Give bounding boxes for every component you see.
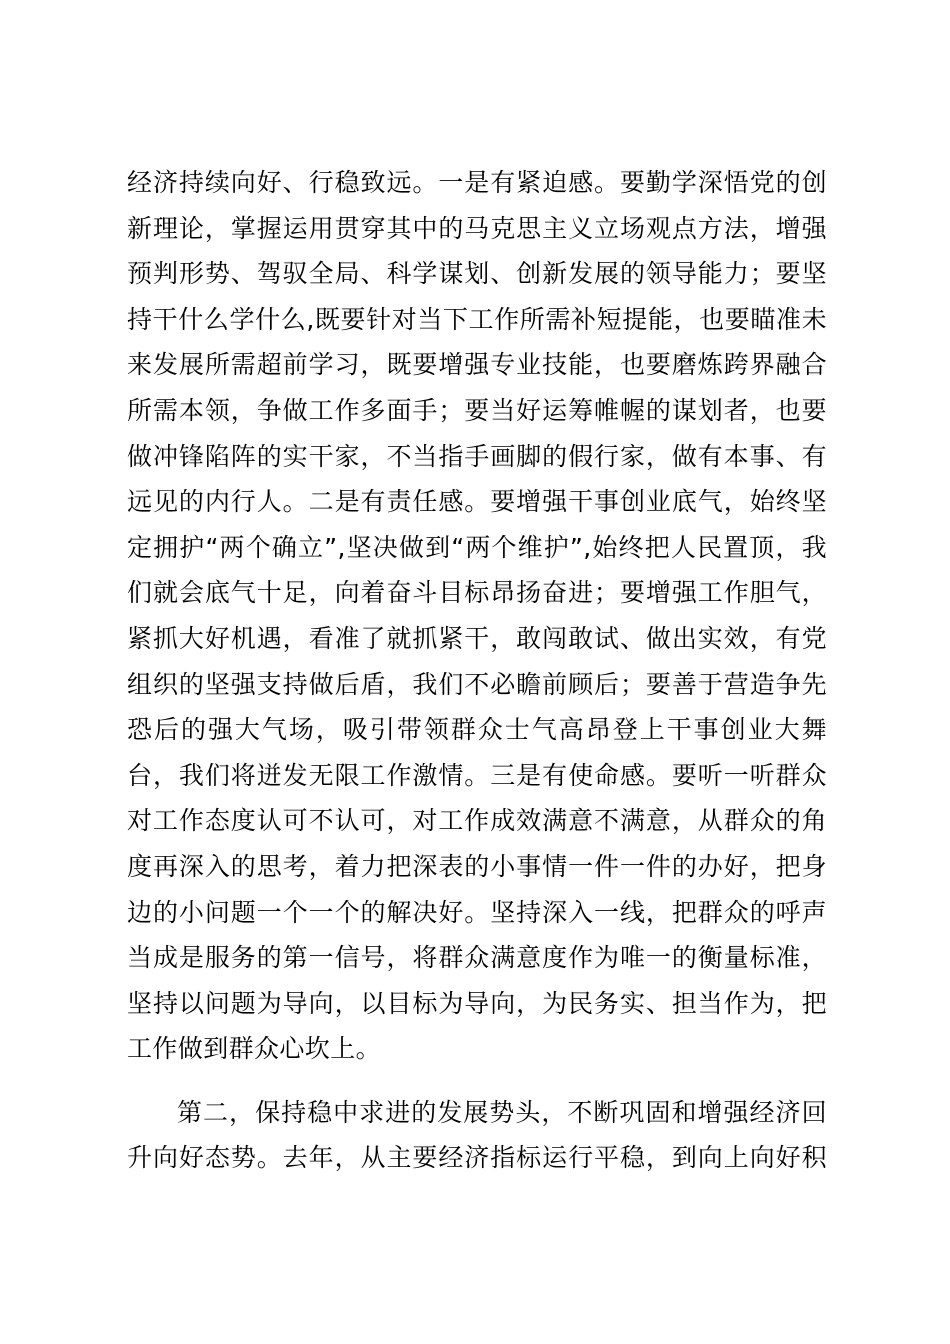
text-line: 度再深入的思考，着力把深表的小事情一件一件的办好，把身 bbox=[127, 851, 827, 881]
text-line: 新理论，掌握运用贯穿其中的马克思主义立场观点方法，增强 bbox=[127, 213, 827, 243]
text-line: 远见的内行人。二是有责任感。要增强干事创业底气，始终坚 bbox=[127, 487, 827, 517]
text-line: 当成是服务的第一信号，将群众满意度作为唯一的衡量标准， bbox=[127, 943, 827, 973]
paragraph-first-line: 第二，保持稳中求进的发展势头，不断巩固和增强经济回 bbox=[177, 1097, 827, 1127]
text-line: 做冲锋陷阵的实干家，不当指手画脚的假行家，做有本事、有 bbox=[127, 441, 827, 471]
text-line: 紧抓大好机遇，看准了就抓紧干，敢闯敢试、做出实效，有党 bbox=[127, 623, 827, 653]
text-line: 来发展所需超前学习，既要增强专业技能，也要磨炼跨界融合 bbox=[127, 350, 827, 380]
text-line: 升向好态势。去年，从主要经济指标运行平稳，到向上向好积 bbox=[127, 1143, 827, 1173]
text-line: 持干什么学什么,既要针对当下工作所需补短提能，也要瞄准未 bbox=[127, 304, 827, 334]
text-line: 坚持以问题为导向，以目标为导向，为民务实、担当作为，把 bbox=[127, 988, 827, 1018]
text-line: 经济持续向好、行稳致远。一是有紧迫感。要勤学深悟党的创 bbox=[127, 168, 827, 197]
text-line: 台，我们将迸发无限工作激情。三是有使命感。要听一听群众 bbox=[127, 760, 827, 790]
text-line: 恐后的强大气场，吸引带领群众士气高昂登上干事创业大舞 bbox=[127, 715, 827, 745]
text-line: 们就会底气十足，向着奋斗目标昂扬奋进；要增强工作胆气， bbox=[127, 578, 827, 608]
text-line: 对工作态度认可不认可，对工作成效满意不满意，从群众的角 bbox=[127, 806, 827, 836]
text-line: 工作做到群众心坎上。 bbox=[127, 1034, 382, 1064]
body-text bbox=[127, 160, 827, 1181]
text-line: 组织的坚强支持做后盾，我们不必瞻前顾后；要善于营造争先 bbox=[127, 669, 827, 699]
text-line: 定拥护“两个确立”,坚决做到“两个维护”,始终把人民置顶，我 bbox=[127, 532, 827, 562]
text-line: 预判形势、驾驭全局、科学谋划、创新发展的领导能力；要坚 bbox=[127, 259, 827, 289]
text-line: 所需本领，争做工作多面手；要当好运筹帷幄的谋划者，也要 bbox=[127, 395, 827, 425]
text-line: 边的小问题一个一个的解决好。坚持深入一线，把群众的呼声 bbox=[127, 897, 827, 927]
